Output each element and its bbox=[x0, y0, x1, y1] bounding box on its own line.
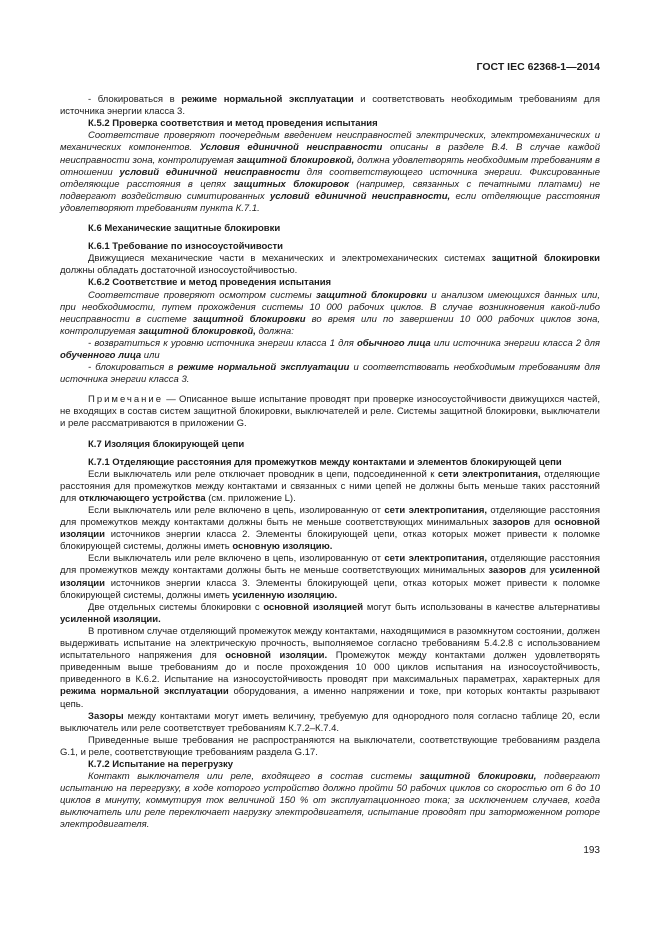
text-run: К.7.1 Отделяющие расстояния для промежутков между контактами и элементов блокирующей цепи bbox=[88, 456, 562, 468]
text-run: могут быть использованы в качестве альтернативы bbox=[363, 601, 600, 613]
text-run: подвергают испытанию на перегрузку, в ходе которого устройство должно пройти 50 рабочих циклов со скоростью от 6 до 10 циклов в минуту, коммутируя ток величиной 150 % от эксплуатационного тока; за исключением случаев, когда выключатель или реле переключает нагрузку электродвигателя, испытание проводят при заторможенном роторе электродвигателя. bbox=[60, 771, 601, 831]
text-run: К.6.1 Требование по износоустойчивости bbox=[88, 241, 284, 253]
text-run: для bbox=[530, 517, 555, 529]
text-run: отделяющие расстояния для промежутков между контактами должны быть не меньше соответствующих минимальных bbox=[60, 553, 600, 577]
text-run: К.6.2 Соответствие и метод проведения испытания bbox=[88, 277, 332, 289]
section-heading bbox=[60, 439, 600, 451]
text-run: Если выключатель или реле включено в цепь, изолированную от bbox=[88, 505, 385, 516]
text-run: К.7 Изоляция блокирующей цепи bbox=[88, 438, 245, 450]
text-run: между контактами могут иметь величину, требуемую для однородного поля согласно таблице 20, если выключатель или реле соответствует требованиям К.7.2–К.7.4. bbox=[60, 710, 600, 734]
text-run: источников энергии класса 2. Элементы блокирующей цепи, отказ которых может привести к поломке блокирующей системы, должны иметь bbox=[60, 529, 600, 553]
text-run: оборудования, а именно напряжении и токе, при которых контакты разрывают цепь. bbox=[60, 686, 600, 710]
text-run: или bbox=[141, 349, 160, 361]
paragraph bbox=[60, 505, 600, 553]
text-run: должны обладать достаточной износоустойчивостью. bbox=[60, 265, 298, 277]
paragraph bbox=[60, 602, 600, 626]
paragraph bbox=[60, 735, 600, 759]
text-run: Движущиеся механические части в механических и электромеханических системах bbox=[88, 253, 492, 265]
paragraph bbox=[60, 394, 600, 430]
text-run: для bbox=[526, 565, 550, 577]
text-run: описаны в разделе В.4. В случае каждой неисправности зона, контролируемая bbox=[60, 142, 601, 166]
text-run: отделяющие расстояния для промежутков между контактами должны быть не меньше соответствующих минимальных bbox=[60, 505, 600, 529]
paragraph bbox=[60, 338, 600, 362]
paragraph bbox=[60, 771, 600, 831]
text-run: во время или по завершении 10 000 рабочих циклов зона, контролируемая bbox=[60, 313, 600, 337]
text-run: для соответствующего источника энергии. Фиксированные отделяющие расстояния в цепях bbox=[60, 166, 601, 190]
text-run: Условия единичной неисправности bbox=[199, 142, 383, 154]
document-body bbox=[60, 94, 600, 831]
text-run: обычного лица bbox=[356, 337, 431, 349]
text-run: защитной блокировки bbox=[316, 289, 427, 301]
text-run: — Описанное выше испытание проводят при проверке износоустойчивости движущихся частей, не входящих в состав систем защитной блокировки, выключателей и реле. Системы защитной блокировки, выключатели и реле рассматриваются в приложении G. bbox=[60, 394, 600, 430]
text-run: В противном случае отделяющий промежуток между контактами, находящимися в разомкнутом состоянии, должен выдерживать испытание на электрическую прочность, выполняемое согласно требованиям 5.4.2.8 с использованием испытательного напряжения для bbox=[60, 625, 600, 662]
section-heading bbox=[60, 277, 600, 289]
text-run: сети электропитания, bbox=[384, 553, 488, 565]
text-run: основную изоляцию. bbox=[232, 541, 333, 553]
text-run: режиме нормальной эксплуатации bbox=[181, 94, 354, 106]
section-heading bbox=[60, 241, 600, 253]
paragraph bbox=[60, 553, 600, 601]
text-run: Если выключатель или реле включено в цепь, изолированную от bbox=[88, 553, 385, 565]
text-run: источников энергии класса 3. Элементы блокирующей цепи, отказ которых может привести к поломке блокирующей системы, должны иметь bbox=[60, 577, 600, 601]
text-run: Приведенные выше требования не распространяются на выключатели, соответствующие требованиям раздела G.1, и реле, соответствующие требованиям раздела G.17. bbox=[60, 734, 600, 758]
text-run: основной изоляции. bbox=[225, 650, 328, 662]
section-heading bbox=[60, 759, 600, 771]
text-run: - возвратиться к уровню источника энергии класса 1 для bbox=[88, 337, 357, 349]
text-run: усиленную изоляцию. bbox=[232, 589, 338, 601]
text-run: Две отдельных системы блокировки с bbox=[88, 601, 264, 613]
text-run: должна: bbox=[255, 325, 294, 337]
section-heading bbox=[60, 457, 600, 469]
text-run: должна удовлетворять необходимым требованиям в отношении bbox=[60, 154, 600, 178]
text-run: К.6 Механические защитные блокировки bbox=[88, 223, 281, 235]
text-run: отключающего устройства bbox=[78, 492, 206, 504]
paragraph bbox=[60, 94, 600, 118]
text-run: или источника энергии класса 2 для bbox=[430, 337, 601, 349]
text-run: Примечание bbox=[88, 394, 163, 406]
text-run: Соответствие проверяют поочередным введением неисправностей электрических, электромеханических и механических компонентов. bbox=[60, 130, 600, 154]
text-run: Зазоры bbox=[88, 710, 124, 722]
text-run: защитной блокировки, bbox=[419, 771, 537, 783]
text-run: и соответствовать необходимым требованиям для источника энергии класса 3. bbox=[60, 94, 600, 118]
text-run: сети электропитания, bbox=[437, 468, 541, 480]
section-heading bbox=[60, 118, 600, 130]
text-run: - блокироваться в bbox=[88, 94, 182, 106]
text-run: (например, связанных с печатными платами) не подвергают воздействию симитированных bbox=[60, 178, 600, 202]
text-run: Если выключатель или реле отключает проводник в цепи, подсоединенной к bbox=[88, 468, 438, 480]
paragraph bbox=[60, 130, 600, 215]
text-run: зазоров bbox=[488, 565, 527, 577]
text-run: К.5.2 Проверка соответствия и метод проведения испытания bbox=[88, 118, 378, 130]
text-run: защитных блокировок bbox=[233, 178, 349, 190]
text-run: режима нормальной эксплуатации bbox=[60, 686, 229, 698]
text-run: условий единичной неисправности, bbox=[270, 190, 451, 202]
text-run: основной изоляцией bbox=[263, 601, 364, 613]
paragraph bbox=[60, 362, 600, 386]
text-run: защитной блокировки bbox=[192, 313, 306, 325]
text-run: и анализом имеющихся данных или, при необходимости, путем прохождения системы 10 000 рабочих циклов. В случае возникновения какой-либо неисправности в системе bbox=[60, 289, 600, 325]
text-run: (см. приложение L). bbox=[205, 492, 296, 504]
text-run: защитной блокировкой, bbox=[236, 154, 355, 166]
text-run: - блокироваться в bbox=[88, 362, 178, 374]
standard-header: ГОСТ IEC 62368-1—2014 bbox=[476, 61, 600, 73]
text-run: условий единичной неисправности bbox=[119, 166, 300, 178]
text-run: К.7.2 Испытание на перегрузку bbox=[88, 758, 234, 770]
text-run: если отделяющие расстояния удовлетворяют требованиям пункта К.7.1. bbox=[60, 190, 600, 214]
text-run: режиме нормальной эксплуатации bbox=[177, 362, 350, 374]
text-run: усиленной изоляции. bbox=[60, 613, 161, 625]
text-run: основной изоляции bbox=[60, 517, 600, 541]
section-heading bbox=[60, 223, 600, 235]
text-run: защитной блокировки bbox=[491, 253, 600, 265]
text-run: зазоров bbox=[492, 517, 531, 529]
text-run: защитной блокировкой, bbox=[138, 325, 256, 337]
paragraph bbox=[60, 469, 600, 505]
text-run: усиленной изоляции bbox=[60, 565, 600, 589]
paragraph bbox=[60, 711, 600, 735]
text-run: сети электропитания, bbox=[384, 505, 488, 516]
text-run: отделяющие расстояния для промежутков между контактами и связанных с ними цепей не должны быть меньше таких расстояний для bbox=[60, 468, 600, 504]
page-number: 193 bbox=[583, 845, 600, 856]
text-run: Промежуток между контактами должен удовлетворять приведенным выше требованиям до и после прохождения 10 000 циклов испытания на износоустойчивость, приведенного в К.6.2. Испытание на износоустойчивость проводят при максимальных параметрах, характерных для bbox=[60, 650, 600, 686]
text-run: Контакт выключателя или реле, входящего в состав системы bbox=[88, 771, 420, 783]
paragraph bbox=[60, 290, 600, 338]
text-run: обученного лица bbox=[60, 349, 142, 361]
paragraph bbox=[60, 253, 600, 277]
text-run: Соответствие проверяют осмотром системы bbox=[88, 289, 317, 301]
paragraph bbox=[60, 626, 600, 711]
text-run: и соответствовать необходимым требованиям для источника энергии класса 3. bbox=[60, 362, 601, 386]
